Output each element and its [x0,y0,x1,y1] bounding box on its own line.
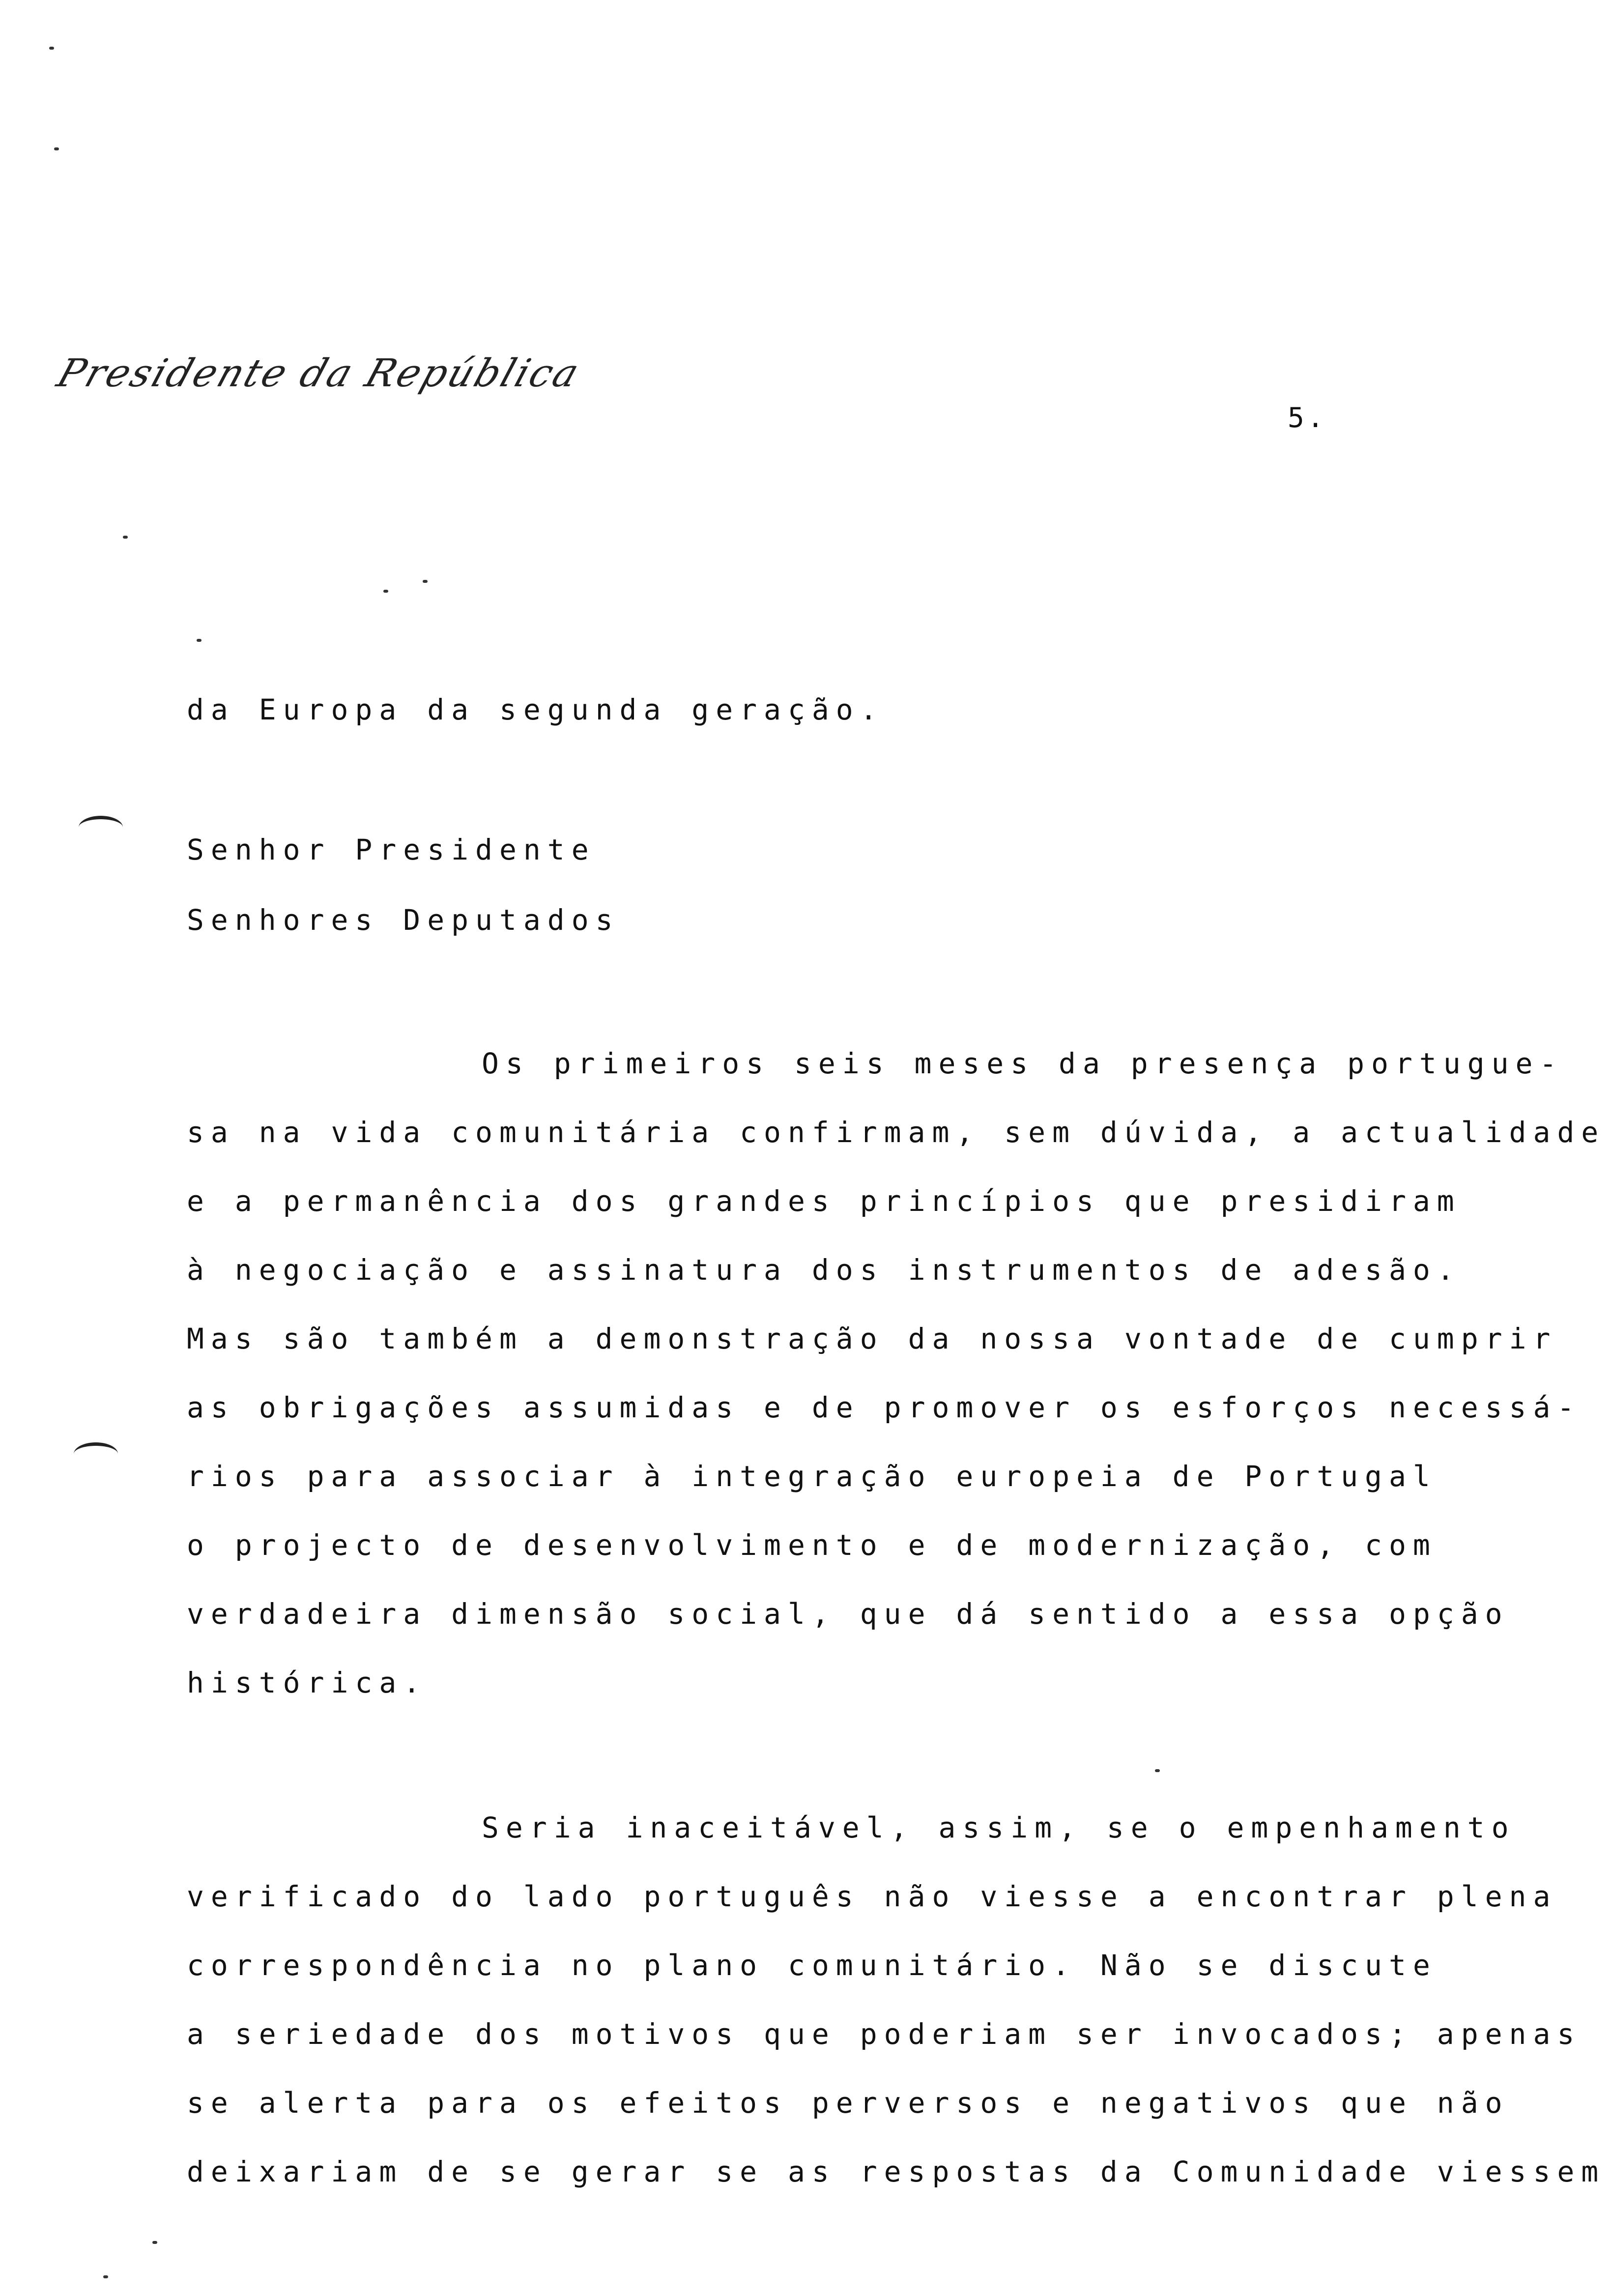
scan-speck [1155,1769,1160,1772]
scan-speck [49,47,54,50]
scan-speck [197,639,202,642]
paragraph-2-line-5: se alerta para os efeitos perversos e negativos que não [187,2086,1509,2120]
paragraph-2-line-3: correspondência no plano comunitário. Não se discute [187,1949,1437,1982]
paragraph-1-line-4: à negociação e assinatura dos instrumentos de adesão. [187,1253,1461,1287]
paragraph-1-line-2: sa na vida comunitária confirmam, sem dúvida, a actualidade [187,1116,1606,1149]
paragraph-1-line-1: Os primeiros seis meses da presença portugue- [482,1047,1564,1080]
page-number: 5. [1288,402,1327,434]
margin-mark-bottom [74,1442,118,1465]
text-line-1: da Europa da segunda geração. [187,693,884,726]
margin-mark-top [79,816,123,839]
paragraph-2-line-6: deixariam de se gerar se as respostas da Comunidade viessem [187,2155,1606,2188]
salutation-line-1: Senhor Presidente [187,833,596,866]
handwritten-annotation: Presidente da República [52,351,586,396]
paragraph-1-line-7: rios para associar à integração europeia de Portugal [187,1460,1437,1493]
paragraph-1-line-5: Mas são também a demonstração da nossa vontade de cumprir [187,1322,1557,1355]
paragraph-1-line-3: e a permanência dos grandes princípios que presidiram [187,1184,1461,1218]
salutation-line-2: Senhores Deputados [187,903,620,937]
scan-speck [383,590,388,593]
scan-speck [103,2275,108,2278]
paragraph-2-line-4: a seriedade dos motivos que poderiam ser invocados; apenas [187,2017,1582,2051]
scan-speck [152,2241,157,2244]
paragraph-2-line-2: verificado do lado português não viesse a encontrar plena [187,1880,1557,1913]
paragraph-1-line-9: verdadeira dimensão social, que dá sentido a essa opção [187,1597,1509,1631]
scan-speck [123,536,128,539]
paragraph-1-line-8: o projecto de desenvolvimento e de modernização, com [187,1528,1437,1562]
paragraph-2-line-1: Seria inaceitável, assim, se o empenhamento [482,1811,1516,1844]
scan-speck [54,147,59,150]
scan-speck [423,580,428,583]
paragraph-1-line-6: as obrigações assumidas e de promover os esforços necessá- [187,1391,1582,1424]
paragraph-1-line-10: histórica. [187,1666,428,1699]
